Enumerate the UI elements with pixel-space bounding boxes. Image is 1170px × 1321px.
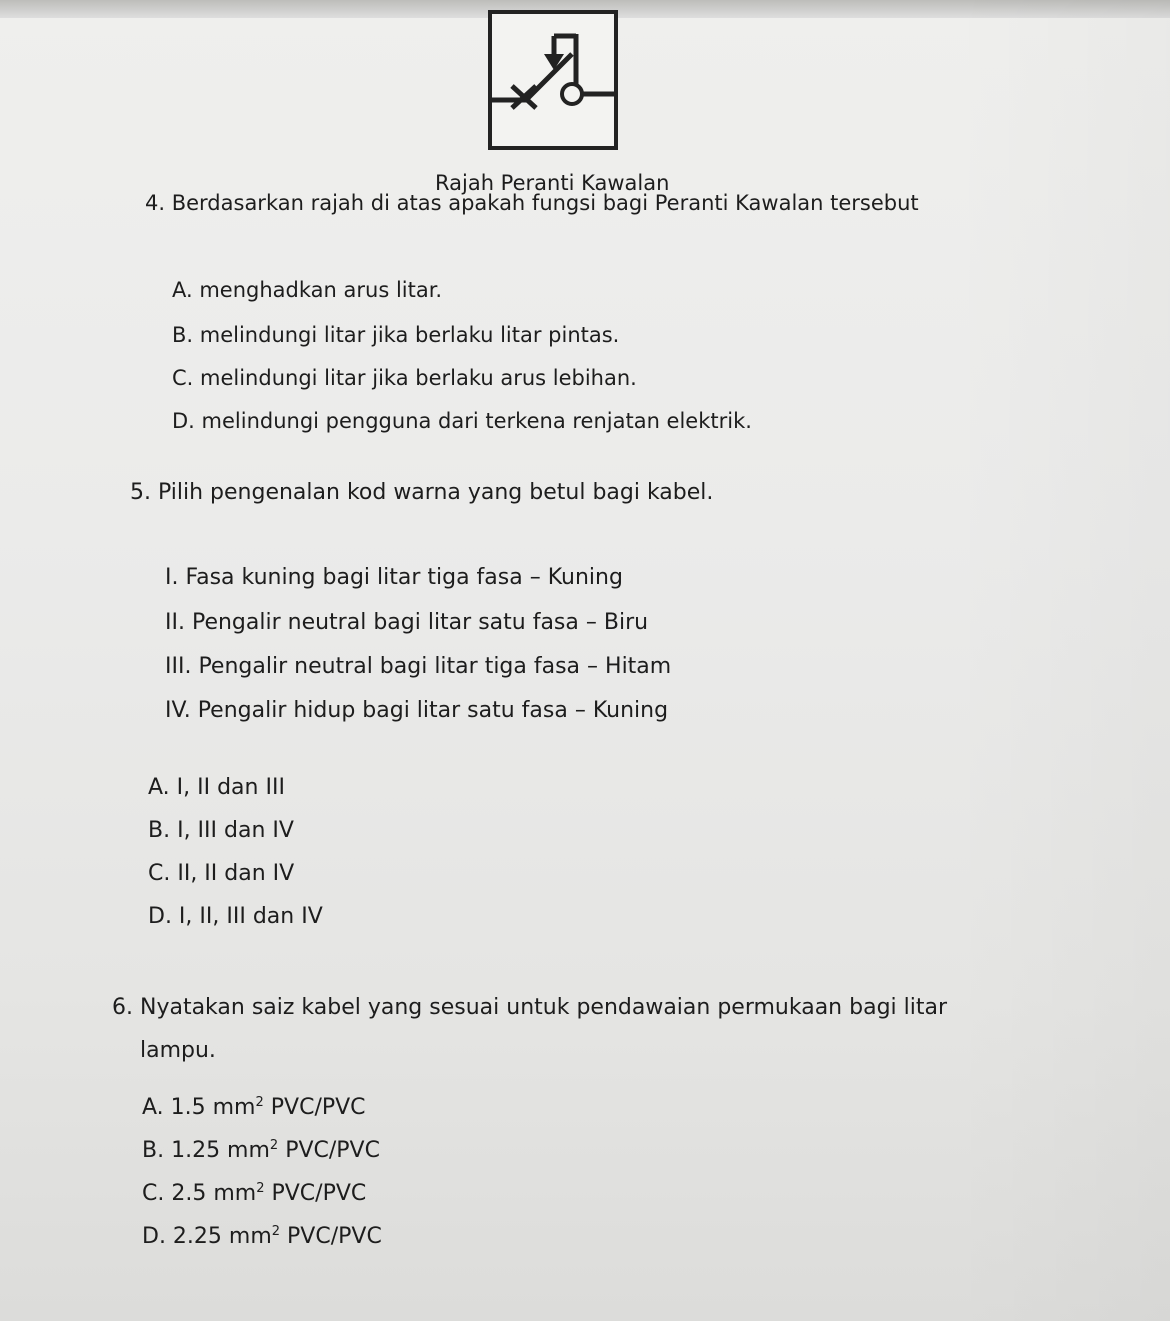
q5-option-c: C. II, II dan IV bbox=[148, 861, 295, 886]
q6-option-a-exponent: 2 bbox=[255, 1095, 264, 1110]
diagram-caption: Rajah Peranti Kawalan bbox=[435, 171, 670, 195]
q5-statement-1: I. Fasa kuning bagi litar tiga fasa – Kuning bbox=[165, 565, 623, 590]
q6-option-a-suffix: PVC/PVC bbox=[263, 1095, 366, 1120]
q5-statement-3: III. Pengalir neutral bagi litar tiga fasa – Hitam bbox=[165, 654, 672, 679]
q6-option-b-exponent: 2 bbox=[269, 1138, 279, 1153]
q6-option-c-prefix: C. 2.5 mm bbox=[142, 1181, 257, 1206]
q6-option-b-prefix: B. 1.25 mm bbox=[142, 1138, 270, 1163]
control-device-symbol-icon bbox=[488, 10, 618, 150]
q6-option-d-suffix: PVC/PVC bbox=[280, 1224, 382, 1249]
q4-option-b: B. melindungi litar jika berlaku litar pintas. bbox=[172, 323, 620, 347]
q6-option-b bbox=[142, 1138, 380, 1164]
q6-option-c-exponent: 2 bbox=[256, 1181, 265, 1196]
q5-statement-4: IV. Pengalir hidup bagi litar satu fasa – Kuning bbox=[165, 698, 669, 723]
q6-option-d bbox=[142, 1224, 382, 1250]
question-4: 4. Berdasarkan rajah di atas apakah fungsi bagi Peranti Kawalan tersebut bbox=[145, 191, 919, 215]
q6-option-d-prefix: D. 2.25 mm bbox=[142, 1224, 272, 1249]
q6-option-b-suffix: PVC/PVC bbox=[278, 1138, 380, 1163]
q5-option-d: D. I, II, III dan IV bbox=[148, 904, 323, 929]
page-shadow bbox=[950, 0, 1170, 1321]
q5-option-a: A. I, II dan III bbox=[148, 775, 285, 800]
question-5: 5. Pilih pengenalan kod warna yang betul bagi kabel. bbox=[130, 480, 714, 505]
q6-option-d-exponent: 2 bbox=[271, 1224, 281, 1239]
q6-option-a-prefix: A. 1.5 mm bbox=[142, 1095, 256, 1120]
question-6-line-2: lampu. bbox=[140, 1038, 216, 1063]
q6-option-c-suffix: PVC/PVC bbox=[264, 1181, 367, 1206]
question-6-line-1: 6. Nyatakan saiz kabel yang sesuai untuk pendawaian permukaan bagi litar bbox=[112, 995, 948, 1020]
q5-statement-2: II. Pengalir neutral bagi litar satu fasa – Biru bbox=[165, 610, 649, 635]
q6-option-c bbox=[142, 1181, 366, 1207]
q5-option-b: B. I, III dan IV bbox=[148, 818, 294, 843]
q4-option-d: D. melindungi pengguna dari terkena renjatan elektrik. bbox=[172, 409, 752, 433]
q4-option-c: C. melindungi litar jika berlaku arus lebihan. bbox=[172, 366, 637, 390]
q6-option-a bbox=[142, 1095, 366, 1121]
q4-option-a: A. menghadkan arus litar. bbox=[172, 278, 443, 302]
